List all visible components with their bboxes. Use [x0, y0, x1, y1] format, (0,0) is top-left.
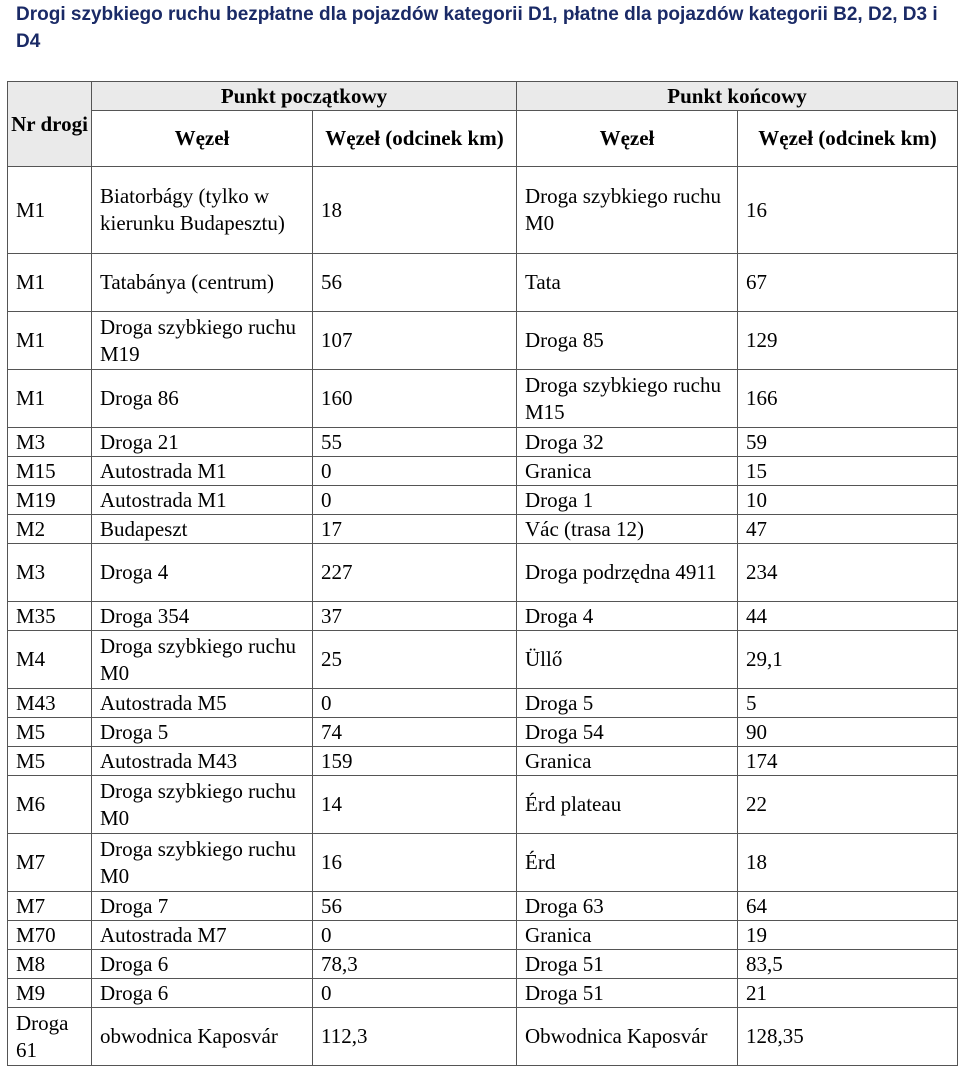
table-row: [8, 167, 958, 254]
road-cell: M1: [8, 167, 92, 254]
end-node-cell: Droga szybkiego ruchu M0: [517, 167, 738, 254]
start-node-cell: Autostrada M1: [92, 486, 313, 515]
end-km-cell: 234: [738, 544, 958, 602]
end-node-cell: Droga 63: [517, 892, 738, 921]
road-cell: M1: [8, 312, 92, 370]
start-node-cell: Autostrada M5: [92, 689, 313, 718]
header-start-point: Punkt początkowy: [92, 82, 517, 111]
road-cell: M70: [8, 921, 92, 950]
start-km-cell: 0: [313, 457, 517, 486]
start-node-cell: obwodnica Kaposvár: [92, 1008, 313, 1066]
road-cell: M4: [8, 631, 92, 689]
table-row: [8, 457, 958, 486]
road-cell: M3: [8, 544, 92, 602]
start-km-cell: 56: [313, 254, 517, 312]
table-row: [8, 950, 958, 979]
end-node-cell: Obwodnica Kaposvár: [517, 1008, 738, 1066]
end-km-cell: 5: [738, 689, 958, 718]
start-km-cell: 37: [313, 602, 517, 631]
road-cell: M6: [8, 776, 92, 834]
start-km-cell: 107: [313, 312, 517, 370]
table-row: [8, 776, 958, 834]
end-node-cell: Droga 32: [517, 428, 738, 457]
start-node-cell: Autostrada M1: [92, 457, 313, 486]
start-km-cell: 159: [313, 747, 517, 776]
end-km-cell: 18: [738, 834, 958, 892]
header-end-node-km: Węzeł (odcinek km): [738, 111, 958, 167]
start-node-cell: Droga szybkiego ruchu M0: [92, 631, 313, 689]
table-row: [8, 486, 958, 515]
table-row: [8, 747, 958, 776]
end-km-cell: 83,5: [738, 950, 958, 979]
end-node-cell: Droga 4: [517, 602, 738, 631]
end-node-cell: Droga 85: [517, 312, 738, 370]
table-row: [8, 312, 958, 370]
start-km-cell: 18: [313, 167, 517, 254]
end-km-cell: 44: [738, 602, 958, 631]
end-node-cell: Granica: [517, 921, 738, 950]
end-km-cell: 16: [738, 167, 958, 254]
road-cell: M2: [8, 515, 92, 544]
start-km-cell: 227: [313, 544, 517, 602]
start-node-cell: Autostrada M7: [92, 921, 313, 950]
end-km-cell: 67: [738, 254, 958, 312]
start-km-cell: 0: [313, 921, 517, 950]
start-node-cell: Droga 6: [92, 950, 313, 979]
end-node-cell: Tata: [517, 254, 738, 312]
table-body: [8, 167, 958, 1066]
start-km-cell: 112,3: [313, 1008, 517, 1066]
table-row: [8, 1008, 958, 1066]
start-km-cell: 55: [313, 428, 517, 457]
end-km-cell: 19: [738, 921, 958, 950]
start-km-cell: 74: [313, 718, 517, 747]
start-km-cell: 0: [313, 689, 517, 718]
end-node-cell: Droga 51: [517, 979, 738, 1008]
end-km-cell: 166: [738, 370, 958, 428]
end-node-cell: Droga 5: [517, 689, 738, 718]
end-km-cell: 21: [738, 979, 958, 1008]
start-node-cell: Budapeszt: [92, 515, 313, 544]
table-row: [8, 979, 958, 1008]
end-node-cell: Droga 51: [517, 950, 738, 979]
table-row: [8, 602, 958, 631]
start-node-cell: Autostrada M43: [92, 747, 313, 776]
header-start-node: Węzeł: [92, 111, 313, 167]
road-cell: M15: [8, 457, 92, 486]
end-node-cell: Droga 54: [517, 718, 738, 747]
header-end-node: Węzeł: [517, 111, 738, 167]
end-km-cell: 59: [738, 428, 958, 457]
end-node-cell: Granica: [517, 747, 738, 776]
start-km-cell: 25: [313, 631, 517, 689]
start-km-cell: 56: [313, 892, 517, 921]
road-cell: M5: [8, 718, 92, 747]
start-node-cell: Droga 21: [92, 428, 313, 457]
end-node-cell: Droga 1: [517, 486, 738, 515]
start-node-cell: Droga 354: [92, 602, 313, 631]
start-km-cell: 17: [313, 515, 517, 544]
end-km-cell: 128,35: [738, 1008, 958, 1066]
road-cell: M19: [8, 486, 92, 515]
road-cell: M7: [8, 892, 92, 921]
end-km-cell: 64: [738, 892, 958, 921]
end-km-cell: 174: [738, 747, 958, 776]
road-cell: Droga 61: [8, 1008, 92, 1066]
start-node-cell: Biatorbágy (tylko w kierunku Budapesztu): [92, 167, 313, 254]
table-row: [8, 515, 958, 544]
road-cell: M1: [8, 254, 92, 312]
road-cell: M9: [8, 979, 92, 1008]
road-cell: M3: [8, 428, 92, 457]
header-road-number: Nr drogi: [8, 82, 92, 167]
end-node-cell: Érd plateau: [517, 776, 738, 834]
road-cell: M43: [8, 689, 92, 718]
table-row: [8, 718, 958, 747]
road-cell: M5: [8, 747, 92, 776]
road-cell: M1: [8, 370, 92, 428]
start-node-cell: Tatabánya (centrum): [92, 254, 313, 312]
table-row: [8, 631, 958, 689]
header-end-point: Punkt końcowy: [517, 82, 958, 111]
start-km-cell: 14: [313, 776, 517, 834]
table-row: [8, 892, 958, 921]
start-node-cell: Droga szybkiego ruchu M19: [92, 312, 313, 370]
table-row: [8, 370, 958, 428]
start-node-cell: Droga 7: [92, 892, 313, 921]
start-node-cell: Droga 5: [92, 718, 313, 747]
road-cell: M35: [8, 602, 92, 631]
end-km-cell: 22: [738, 776, 958, 834]
start-km-cell: 0: [313, 979, 517, 1008]
table-row: [8, 921, 958, 950]
end-node-cell: Üllő: [517, 631, 738, 689]
end-km-cell: 47: [738, 515, 958, 544]
end-km-cell: 90: [738, 718, 958, 747]
table-row: [8, 544, 958, 602]
end-node-cell: Droga szybkiego ruchu M15: [517, 370, 738, 428]
start-node-cell: Droga 86: [92, 370, 313, 428]
end-node-cell: Granica: [517, 457, 738, 486]
end-km-cell: 129: [738, 312, 958, 370]
roads-table: [7, 81, 958, 1066]
header-start-node-km: Węzeł (odcinek km): [313, 111, 517, 167]
end-km-cell: 29,1: [738, 631, 958, 689]
road-cell: M7: [8, 834, 92, 892]
start-node-cell: Droga 4: [92, 544, 313, 602]
start-km-cell: 0: [313, 486, 517, 515]
end-node-cell: Érd: [517, 834, 738, 892]
road-cell: M8: [8, 950, 92, 979]
table-header: [8, 82, 958, 167]
end-km-cell: 15: [738, 457, 958, 486]
start-km-cell: 160: [313, 370, 517, 428]
table-row: [8, 428, 958, 457]
end-km-cell: 10: [738, 486, 958, 515]
start-km-cell: 16: [313, 834, 517, 892]
start-node-cell: Droga szybkiego ruchu M0: [92, 834, 313, 892]
end-node-cell: Vác (trasa 12): [517, 515, 738, 544]
start-node-cell: Droga 6: [92, 979, 313, 1008]
document-title: Drogi szybkiego ruchu bezpłatne dla pojazdów kategorii D1, płatne dla pojazdów kategorii B2, D2, D3 i D4: [16, 4, 938, 52]
start-km-cell: 78,3: [313, 950, 517, 979]
table-row: [8, 689, 958, 718]
table-row: [8, 254, 958, 312]
start-node-cell: Droga szybkiego ruchu M0: [92, 776, 313, 834]
table-row: [8, 834, 958, 892]
end-node-cell: Droga podrzędna 4911: [517, 544, 738, 602]
